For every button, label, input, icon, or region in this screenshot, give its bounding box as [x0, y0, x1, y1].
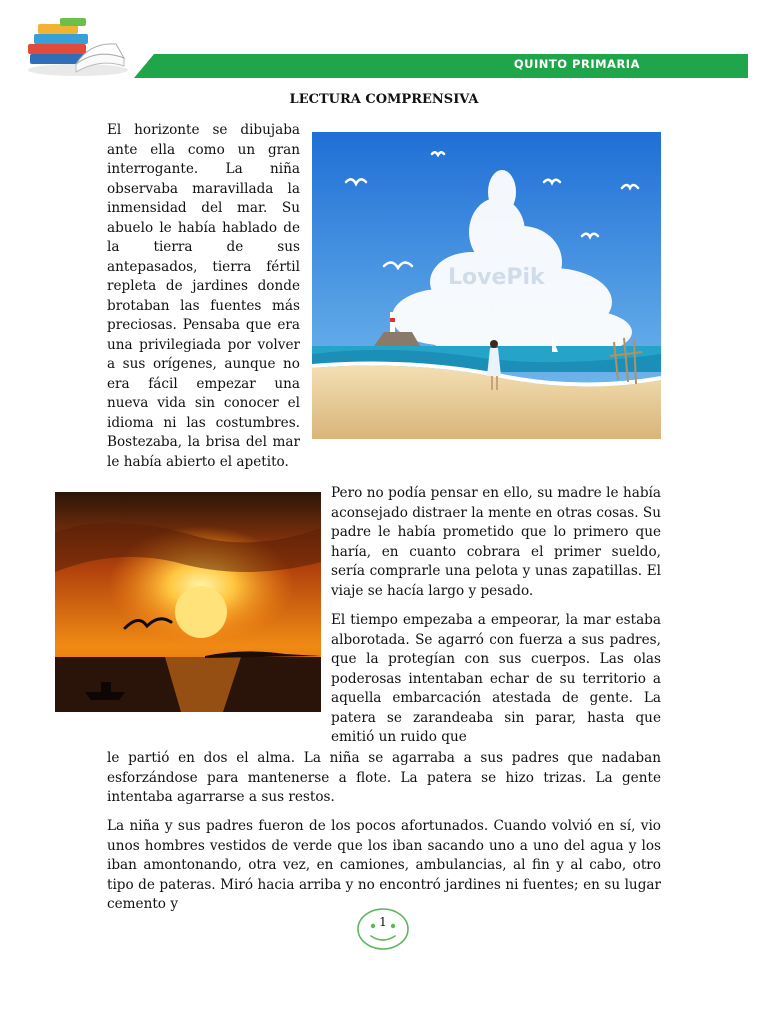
- sunset-photo: [55, 492, 321, 712]
- header-banner: [134, 54, 748, 78]
- paragraph-5: La niña y sus padres fueron de los pocos afortunados. Cuando volvió en sí, vio unos hombres vestidos de verde que los iban sacando uno a uno del agua y los iban amontonando, otra vez, en camiones, ambulancias, al fin y al cabo, otro tipo de pateras. Miró hacia arriba y no encontró jardines ni fuentes; en su lugar cemento y: [107, 818, 661, 912]
- grade-label: QUINTO PRIMARIA: [513, 57, 640, 71]
- page-title: LECTURA COMPRENSIVA: [289, 92, 479, 107]
- page-number: 1: [379, 915, 387, 929]
- sea-illustration: [312, 132, 661, 439]
- paragraph-1: El horizonte se dibujaba ante ella como un gran interrogante. La niña observaba maravillada la inmensidad del mar. Su abuelo le había hablado de la tierra de sus antepasados, tierra fértil repleta de jardines donde brotaban las fuentes más preciosas. Pensaba que era una privilegiada por volver a sus orígenes, aunque no era fácil empezar una nueva vida sin conocer el idioma ni las costumbres. Bostezaba, la brisa del mar le había abierto el apetito.: [107, 122, 300, 470]
- paragraph-4: le partió en dos el alma. La niña se agarraba a sus padres que nadaban esforzándose para mantenerse a flote. La patera se hizo trizas. La gente intentaba agarrarse a sus restos.: [107, 750, 661, 805]
- image-watermark: LovePik: [448, 265, 545, 290]
- paragraph-3: El tiempo empezaba a empeorar, la mar estaba alborotada. Se agarró con fuerza a sus padres, que la protegían con sus cuerpos. Las olas poderosas intentaban echar de su territorio a aquella embarcación atestada de gente. La patera se zarandeaba sin parar, hasta que emitió un ruido que: [331, 612, 661, 745]
- books-logo-icon: [20, 14, 128, 78]
- paragraph-2: Pero no podía pensar en ello, su madre le había aconsejado distraer la mente en otras cosas. Su padre le había prometido que lo primero que haría, en cuanto cobrara el primer sueldo, sería comprarle una pelota y unas zapatillas. El viaje se hacía largo y pesado.: [331, 485, 661, 599]
